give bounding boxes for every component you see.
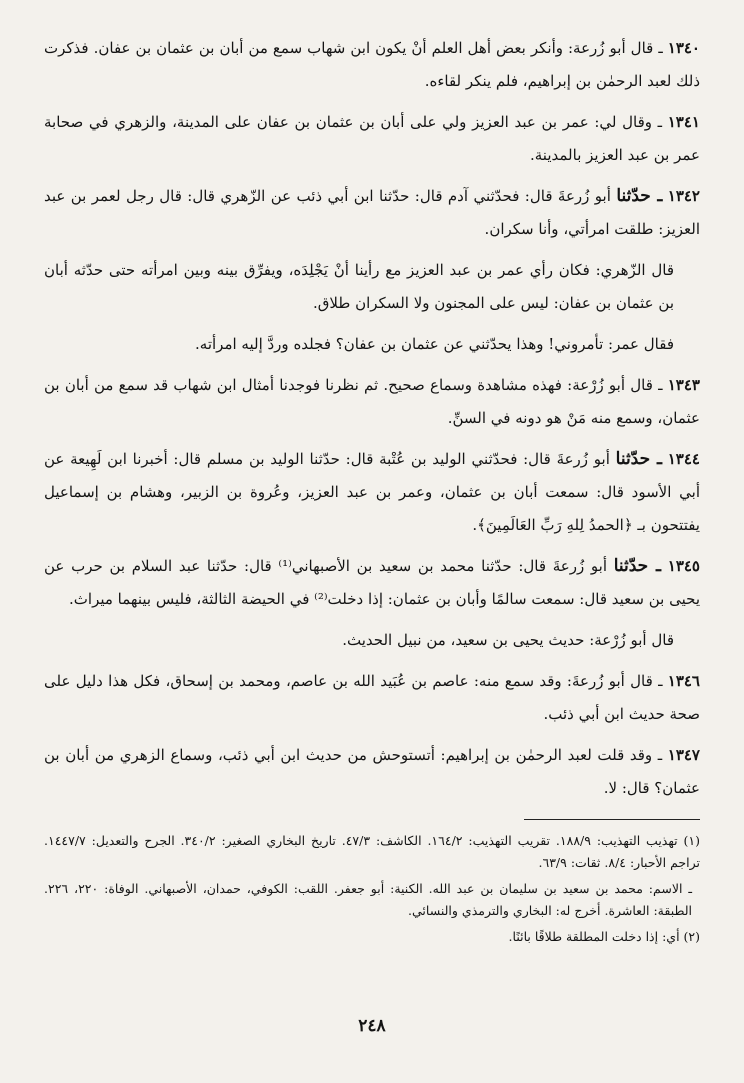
paragraph-text: ـ قال أبو زُرعة: وأنكر بعض أهل العلم أنْ يكون ابن شهاب سمع من أبان بن عثمان بن عفان. فذكرت ذلك لعبد الرحمٰن بن إبراهيم، فلم ينكر لقاءه. [44,39,700,90]
main-text [44,32,700,805]
paragraph-text: ـ وقال لي: عمر بن عبد العزيز ولي على أبان بن عثمان بن عفان على المدينة، والزهري في صحابة عمر بن عبد العزيز بالمدينة. [44,113,700,164]
hadith-number: ١٣٤٣ [667,376,700,394]
paragraph-text: ـ وقد قلت لعبد الرحمٰن بن إبراهيم: أتستوحش من حديث ابن أبي ذئب، وسماع الزهري من أبان بن عثمان؟ قال: لا. [44,746,700,797]
document-page [44,32,700,952]
paragraph-text: أبو زُرعةَ قال: فحدّثني الوليد بن عُتْبة قال: حدّثنا الوليد بن مسلم قال: أخبرنا ابن لَهِيعة عن أبي الأسود قال: سمعت أبان بن عثمان، وعمر بن عبد العزيز، وعُروة بن الزبير، وهشام بن إسماعيل يفتتحون بـ ﴿الحمدُ لِلهِ رَبِّ العَالَمِينَ﴾. [44,450,700,534]
footnote-1: (١) تهذيب التهذيب: ١٨٨/٩. تقريب التهذيب: ١٦٤/٢. الكاشف: ٤٧/٣. تاريخ البخاري الصغير: ٣٤٠/٢. الجرح والتعديل: ١٤٤٧/٧. تراجم الأحبار: ٨/٤. ثقات: ٦٣/٩. [44,833,700,870]
hadith-number: ١٣٤٢ [667,187,700,205]
paragraph-zuhri [44,254,700,320]
hadith-number: ١٣٤١ [667,113,700,131]
paragraph-text: أبو زُرعةَ قال: حدّثنا محمد بن سعيد بن الأصبهاني⁽¹⁾ قال: حدّثنا عبد السلام بن حرب عن يحيى بن سعيد قال: سمعت سالمًا وأبان بن عثمان: إذا دخلت⁽²⁾ في الحيضة الثالثة، فليس بينهما ميراث. [44,557,700,608]
footnotes [44,830,700,948]
paragraph-1345 [44,550,700,616]
hadith-number: ١٣٤٥ [667,557,700,575]
hadith-number: ١٣٤٧ [667,746,700,764]
paragraph-text: قال الزّهري: فكان رأي عمر بن عبد العزيز مع رأينا أنْ يَجْلِدَه، ويفرِّق بينه وبين امرأته حتى حدّثه أبان بن عثمان بن عفان: ليس على المجنون ولا السكران طلاق. [44,261,674,312]
paragraph-text: ـ قال أبو زُرْعة: فهذه مشاهدة وسماع صحيح. ثم نظرنا فوجدنا أمثال ابن شهاب قد سمع من أبان بن عثمان، وسمع منه مَنْ هو دونه في السنِّ. [44,376,700,427]
hadith-number: ١٣٤٤ [667,450,700,468]
paragraph-umar [44,328,700,361]
paragraph-1344 [44,443,700,542]
footnote-2: (٢) أي: إذا دخلت المطلقة طلاقًا بائنًا. [508,929,700,944]
paragraph-text: قال أبو زُرْعة: حديث يحيى بن سعيد، من نبيل الحديث. [342,631,674,649]
hadith-number: ١٣٤٦ [667,672,700,690]
paragraph-1342 [44,180,700,246]
paragraph-text: ـ قال أبو زُرعةَ: وقد سمع منه: عاصم بن عُبَيد الله بن عاصم، ومحمد بن إسحاق، فكل هذا دليل على صحة حديث ابن أبي ذئب. [44,672,700,723]
page-number: ٢٤٨ [358,1016,386,1036]
paragraph-abu-zura [44,624,700,657]
footnote-divider [524,819,700,820]
paragraph-text: فقال عمر: تأمروني! وهذا يحدّثني عن عثمان بن عفان؟ فجلده وردَّ إليه امرأته. [195,335,674,353]
haddathana-word: ـ حدّثنا [616,186,663,206]
haddathana-word: ـ حدّثنا [613,556,662,576]
paragraph-text: أبو زُرعةَ قال: فحدّثني آدم قال: حدّثنا ابن أبي ذئب عن الزّهري قال: قال رجل لعمر بن عبد العزيز: طلقت امرأتي، وأنا سكران. [44,187,700,238]
haddathana-word: ـ حدّثنا [615,449,662,469]
paragraph-1347 [44,739,700,805]
footnote-1-detail: ـ الاسم: محمد بن سعيد بن سليمان بن عبد الله. الكنية: أبو جعفر. اللقب: الكوفي، حمدان، الأصبهاني. الوفاة: ٢٢٠، ٢٢٦. الطبقة: العاشرة. أخرج له: البخاري والترمذي والنسائي. [44,881,692,918]
hadith-number: ١٣٤٠ [667,39,700,57]
paragraph-1343 [44,369,700,435]
paragraph-1346 [44,665,700,731]
paragraph-1340 [44,32,700,98]
paragraph-1341 [44,106,700,172]
